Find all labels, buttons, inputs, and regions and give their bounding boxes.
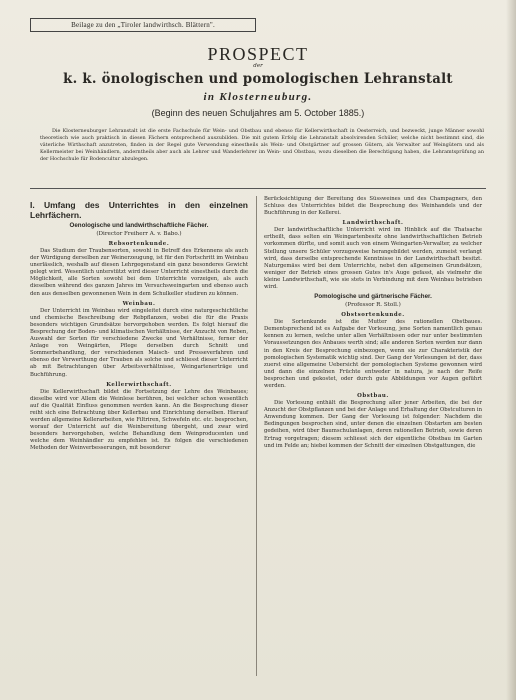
section-heading: I. Umfang des Unterrichtes in den einzelnen Lehrfächern. [30, 200, 248, 220]
paragraph-continued: Berücksichtigung der Bereitung des Süssweines und des Champagners, den Schluss des Unterrichtes bildet die Besprechung des Weinhandels und der Buchführung in der Kellerei. [264, 196, 482, 217]
topic-heading: Landwirthschaft. [342, 220, 404, 227]
topic-heading: Kellerwirthschaft. [106, 381, 172, 388]
paragraph: Der Unterricht im Weinbau wird eingeleitet durch eine naturgeschichtliche und chemische Beschreibung der Rebpflanzen, wobei die für die Praxis besonders wichtigen Grundsätze hervorgehoben werden. Es folgt hierauf die Besprechung der Boden- und klimatischen Verhältnisse, der Anzucht von Reben, Auswahl der Sorten für verschiedene Zwecke und Verhältnisse, ferner der Anlage von Weingärten, Pflege derselben durch Schnitt und Sommerbehandlung, der verschiedenen Maisch- und Presseverfahren und ebenso der Verwerthung der Trauben als solche und schliesst dieser Unterricht ab mit Betrachtungen über Arbeitsverhältnisse, Weingartenerträge und Buchführung. [30, 307, 248, 378]
school-year-note: (Beginn des neuen Schuljahres am 5. October 1885.) [151, 108, 365, 118]
right-column [264, 196, 482, 450]
left-column [30, 196, 248, 452]
topic-heading: Rebsortenkunde. [108, 241, 170, 247]
teacher-name: (Professor R. Stoll.) [345, 302, 401, 309]
section-divider [30, 188, 486, 189]
title-connector: der [253, 63, 263, 69]
teacher-name: (Director Freiherr A. v. Babo.) [96, 231, 182, 237]
topic-heading: Obstsortenkunde. [341, 312, 405, 319]
paragraph: Die Sortenkunde ist die Mutter des rationellen Obstbaues. Dementsprechend ist es Aufgabe der Vorlesung, jene Sorten namentlich genau kennen zu lernen, welche unter allen Verhältnissen oder nur unter bestimmten Voraussetzungen des Anbaues werth sind; alle anderen Sorten werden nur dann in den Kreis der Besprechung einbezogen, wenn sie zur Charakteristik der pomologischen Systematik wichtig sind. Der Gang der Vorlesungen ist der, dass zuerst eine allgemeine Uebersicht der pomologischen Systeme gewonnen wird und dann die einzelnen Früchte entweder in natura, je nach der Reife besprochen und gekostet, oder durch gute Abbildungen vor Augen geführt werden. [264, 319, 482, 389]
supplement-box: Beilage zu den „Tiroler landwirthsch. Blättern". [30, 18, 256, 32]
page-title: PROSPECT [207, 44, 309, 64]
paragraph: Die Kellerwirthschaft bildet die Fortsetzung der Lehre des Weinbaues; dieselbe wird vor Allem die Weinlese berühren, bei welcher schon wesentlich auf die Qualität Einfluss genommen werden kann. An die Besprechung dieser reiht sich eine Betrachtung über Kellerbau und Einrichtung derselben. Hierauf werden allgemeine Kellerarbeiten, wie Filtriren, Schwefeln etc. etc. besprochen, worauf der Unterricht auf die Weinbereitung übergeht, und zwar wird besonders hervorgehoben, welche Behandlung dem Weinproducenten und welche dem Weinhändler zu empfehlen ist. Es folgen die verschiedenen Methoden der Weinverbesserungen, mit besonderer [30, 388, 248, 452]
subject-heading: Pomologische und gärtnerische Fächer. [314, 293, 432, 301]
paragraph: Das Studium der Traubensorten, sowohl in Betreff des Erkennens als auch der Würdigung derselben zur Weinerzeugung, ist für den Fortschritt im Weinbau unerlässlich, weshalb auf diesen Lehrgegenstand ein ganz besonderes Gewicht gelegt wird. Wesentlich unterstützt wird dieser Unterricht einestheils durch die Möglichkeit, alle Sorten sowohl bei dem Unterrichte vorzeigen, als auch dieselben während des ganzen Jahres im Versuchsweingarten und ebenso auch den aus denselben gewonnenen Wein in dem Schulkeller studiren zu können. [30, 248, 248, 297]
subject-heading: Oenologische und landwirthschaftliche Fächer. [69, 222, 209, 229]
topic-heading: Obstbau. [357, 393, 389, 400]
paragraph: Der landwirthschaftliche Unterricht wird im Hinblick auf die Thatsache ertheilt, dass selten ein Weingartenbesitz ohne landwirthschaftlichen Betrieb vorkommen dürfte, und somit auch von einem Weingarten-Verwalter, zu welcher Stellung unsere Schüler vorzugsweise herangebildet werden, zumeist verlangt wird, dass derselbe entsprechende Kenntnisse in der Landwirthschaft besitzt. Naturgemäss wird bei dem Unterrichte, nebst den allgemeinen Grundsätzen, weniger der Betrieb eines grossen Gutes in's Auge gefasst, als vielmehr die kleine Landwirthschaft, wie sie stets in Verbindung mit dem Weinbau betrieben wird. [264, 227, 482, 291]
paragraph: Die Vorlesung enthält die Besprechung aller jener Arbeiten, die bei der Anzucht der Obstpflanzen und bei der Anlage und Erhaltung der Obstculturen in Anwendung kommen. Der Gang der Vorlesung ist folgender: Nachdem die Bedingungen besprochen sind, unter denen die einzelnen Obstarten am besten gedeihen, wird über Baumschulanlagen, deren rationellen Betrieb, sowie deren Ertrag vorgetragen; diesem schliesst sich der eigentliche Obstbau im Garten und im Felde an; hiebei kommen der Schnitt der einzelnen Obstgattungen, die [264, 400, 482, 449]
intro-paragraph: Die Klosterneuburger Lehranstalt ist die erste Fachschule für Wein- und Obstbau und ebenso für Kellerwirthschaft in Oesterreich, und bezweckt, junge Männer sowohl theoretisch wie auch praktisch in diesen Fächern entsprechend auszubilden. Die mit gutem Erfolg die Lehranstalt absolvirenden Schüler, welche nicht bestimmt sind, die väterliche Wirthschaft anzutreten, finden in der Regel gute Verwendung einestheils als Wein- und Obstgärtner auf grossen Gütern, als Verwalter auf Weingütern und als Kellermeister bei Weinhändlern, anderntheils aber auch als Lehrer und Wanderlehrer im Wein- und Obstbau, wozu dieselben die Berechtigung haben, die Lehramtsprüfung an der Hochschule für Bodencultur abzulegen. [40, 128, 484, 162]
institution-location: in Klosterneuburg. [203, 91, 313, 103]
page-edge-shadow [506, 0, 516, 700]
topic-heading: Weinbau. [122, 300, 156, 307]
column-divider [256, 196, 257, 676]
institution-name: k. k. önologischen und pomologischen Lehranstalt [63, 71, 453, 87]
